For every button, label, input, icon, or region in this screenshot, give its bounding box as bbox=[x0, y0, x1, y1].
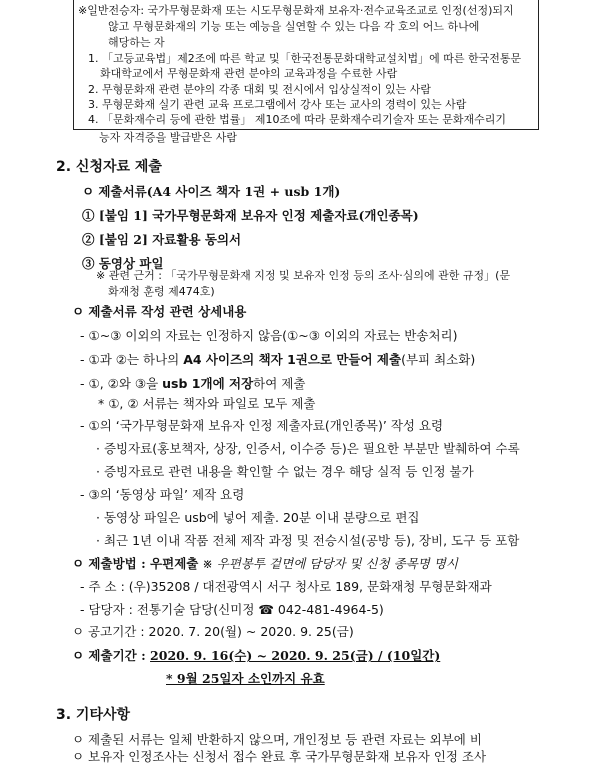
notice-item-1b: 화대학교에서 무형문화재 관련 분야의 교육과정을 수료한 사람 bbox=[100, 67, 398, 80]
detail-4: - ①의 ‘국가무형문화재 보유자 인정 제출자료(개인종목)’ 작성 요령 bbox=[80, 418, 444, 433]
etc-1a: ㅇ 제출된 서류는 일체 반환하지 않으며, 개인정보 등 관련 자료는 외부에 비 bbox=[72, 732, 482, 747]
docs-title: ㅇ 제출서류(A4 사이즈 책자 1권 + usb 1개) bbox=[82, 184, 341, 199]
detail-3-note: * ①, ② 서류는 책자와 파일로 모두 제출 bbox=[98, 396, 316, 411]
detail-4-a: · 증빙자료(홍보책자, 상장, 인증서, 이수증 등)은 필요한 부분만 발췌하여 수록 bbox=[96, 441, 520, 456]
submit-method bbox=[72, 556, 458, 571]
address-line: - 주 소 : (우)35208 / 대전광역시 서구 청사로 189, 문화재청 무형문화재과 bbox=[80, 579, 492, 594]
notice-item-4a: 4. 「문화재수리 등에 관한 법률」 제10조에 따라 문화재수리기술자 또는 문화재수리기 bbox=[88, 113, 506, 126]
detail-title: ㅇ 제출서류 작성 관련 상세내용 bbox=[72, 304, 247, 319]
detail-5: - ③의 ‘동영상 파일’ 제작 요령 bbox=[80, 487, 245, 502]
notice-item-2: 2. 무형문화재 관련 분야의 각종 대회 및 전시에서 입상실적이 있는 사람 bbox=[88, 83, 431, 96]
doc-item-1: ① [붙임 1] 국가무형문화재 보유자 인정 제출자료(개인종목) bbox=[82, 208, 419, 223]
notice-item-3: 3. 무형문화재 실기 관련 교육 프로그램에서 강사 또는 교사의 경력이 있는 사람 bbox=[88, 98, 467, 111]
detail-2 bbox=[80, 352, 475, 367]
detail-3-bold: usb 1개에 저장 bbox=[162, 376, 254, 391]
notice-box bbox=[73, 0, 539, 130]
submit-period bbox=[72, 648, 440, 663]
submit-period-value: 2020. 9. 16(수) ~ 2020. 9. 25(금) / (10일간) bbox=[150, 648, 441, 663]
postmark-note: * 9월 25일자 소인까지 유효 bbox=[166, 671, 325, 686]
contact-line: - 담당자 : 전통기술 담당(신미정 ☎ 042-481-4964-5) bbox=[80, 602, 384, 617]
detail-4-b: · 증빙자료로 관련 내용을 확인할 수 없는 경우 해당 실적 등 인정 불가 bbox=[96, 464, 474, 479]
submit-method-note: ※ 우편봉투 겉면에 담당자 및 신청 종목명 명시 bbox=[198, 556, 458, 571]
detail-2-bold: A4 사이즈의 책자 1권으로 만들어 제출 bbox=[183, 352, 402, 367]
notice-line-2: 않고 무형문화재의 기능 또는 예능을 실연할 수 있는 다음 각 호의 어느 하나에 bbox=[108, 20, 480, 33]
detail-2-pre: - ①과 ②는 하나의 bbox=[80, 352, 184, 367]
detail-2-post: (부피 최소화) bbox=[401, 352, 476, 367]
notice-item-4b: 능자 자격증을 발급받은 사람 bbox=[99, 131, 238, 144]
detail-3 bbox=[80, 376, 305, 391]
basis-line-b: 화재청 훈령 제474호) bbox=[108, 285, 215, 298]
submit-method-label: ㅇ 제출방법 : 우편제출 bbox=[72, 556, 199, 571]
detail-3-pre: - ①, ②와 ③을 bbox=[80, 376, 163, 391]
notice-item-1a: 1. 「고등교육법」제2조에 따른 학교 및「한국전통문화대학교설치법」에 따른 한국전통문 bbox=[88, 52, 522, 65]
basis-line-a: ※ 관련 근거 : 「국가무형문화재 지정 및 보유자 인정 등의 조사·심의에 관한 규정」(문 bbox=[96, 269, 511, 282]
notice-line-1: ※일반전승자: 국가무형문화재 또는 시도무형문화재 보유자·전수교육조교로 인정(선정)되지 bbox=[78, 4, 514, 17]
section-3-heading: 3. 기타사항 bbox=[56, 707, 131, 723]
section-2-heading: 2. 신청자료 제출 bbox=[56, 159, 162, 175]
etc-2a: ㅇ 보유자 인정조사는 신청서 접수 완료 후 국가무형문화재 보유자 인정 조사 bbox=[72, 749, 487, 764]
detail-5-a: · 동영상 파일은 usb에 넣어 제출. 20분 이내 분량으로 편집 bbox=[96, 510, 420, 525]
detail-1: - ①~③ 이외의 자료는 인정하지 않음(①~③ 이외의 자료는 반송처리) bbox=[80, 328, 458, 343]
doc-item-3: ③ 동영상 파일 bbox=[82, 256, 164, 271]
notice-period: ㅇ 공고기간 : 2020. 7. 20(월) ~ 2020. 9. 25(금) bbox=[72, 624, 354, 639]
detail-5-b: · 최근 1년 이내 작품 전체 제작 과정 및 전승시설(공방 등), 장비, 도구 등 포함 bbox=[96, 533, 520, 548]
submit-period-label: ㅇ 제출기간 : bbox=[72, 648, 151, 663]
doc-item-2: ② [붙임 2] 자료활용 동의서 bbox=[82, 232, 242, 247]
notice-line-3: 해당하는 자 bbox=[108, 36, 165, 49]
detail-3-post: 하여 제출 bbox=[253, 376, 306, 391]
